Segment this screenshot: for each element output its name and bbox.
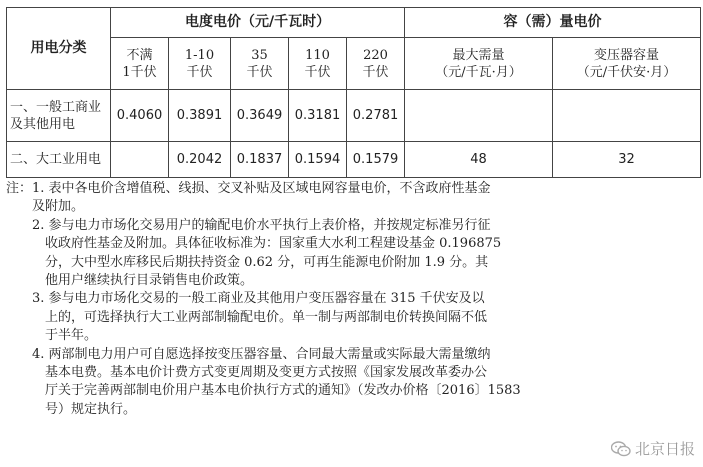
watermark-text: 北京日报 (634, 440, 695, 458)
voltage-col-header: 35 千伏 (231, 38, 289, 90)
demand-cell (405, 90, 553, 142)
price-cell: 0.4060 (111, 90, 169, 142)
notes-section (6, 180, 696, 419)
note-3: 3. 参与电力市场化交易的一般工商业及其他用户变压器容量在 315 千伏安及以 上的，可选择执行大工业两部制输配电价。单一制与两部制电价转换间隔不低 于半年。 (6, 291, 488, 344)
table-row (7, 142, 701, 178)
price-cell: 0.1594 (289, 142, 347, 178)
voltage-col-header: 220 千伏 (347, 38, 405, 90)
transformer-cell: 32 (553, 142, 701, 178)
transformer-cell (553, 90, 701, 142)
note-2: 2. 参与电力市场化交易用户的输配电价水平执行上表价格，并按规定标准另行征 收政府性基金及附加。具体征收标准为：国家重大水利工程建设基金 0.196875 分，大中型水库移民后期扶持资金 0.62 分，可再生能源电价附加 1.9 分。其 他用户继续执行目录销售电价政策。 (6, 217, 502, 289)
price-cell: 0.2042 (169, 142, 231, 178)
price-cell: 0.1579 (347, 142, 405, 178)
voltage-col-header: 110 千伏 (289, 38, 347, 90)
price-cell: 0.3649 (231, 90, 289, 142)
voltage-col-header: 不满 1千伏 (111, 38, 169, 90)
row-category: 一、一般工商业 及其他用电 (7, 90, 111, 142)
price-cell: 0.1837 (231, 142, 289, 178)
price-cell: 0.3181 (289, 90, 347, 142)
energy-price-header: 电度电价（元/千瓦时） (111, 8, 405, 38)
transformer-col-header: 变压器容量 （元/千伏安·月） (553, 38, 701, 90)
price-cell: 0.3891 (169, 90, 231, 142)
note-4: 4. 两部制电力用户可自愿选择按变压器容量、合同最大需量或实际最大需量缴纳 基本电费。基本电价计费方式变更周期及变更方式按照《国家发展改革委办公 厅关于完善两部制电价用户基本电价执行方式的通知》（发改办价格〔2016〕1583 号）规定执行。 (6, 346, 521, 417)
capacity-price-header: 容（需）量电价 (405, 8, 701, 38)
row-category: 二、大工业用电 (7, 142, 111, 178)
price-cell: 0.2781 (347, 90, 405, 142)
table-row (7, 90, 701, 142)
watermark (611, 438, 695, 459)
category-header: 用电分类 (7, 8, 111, 90)
demand-cell: 48 (405, 142, 553, 178)
tariff-table (6, 7, 701, 178)
voltage-col-header: 1-10 千伏 (169, 38, 231, 90)
demand-col-header: 最大需量 （元/千瓦·月） (405, 38, 553, 90)
note-1: 注：1. 表中各电价含增值税、线损、交叉补贴及区域电网容量电价，不含政府性基金 及附加。 (6, 181, 491, 215)
wechat-icon (611, 441, 631, 457)
price-cell (111, 142, 169, 178)
